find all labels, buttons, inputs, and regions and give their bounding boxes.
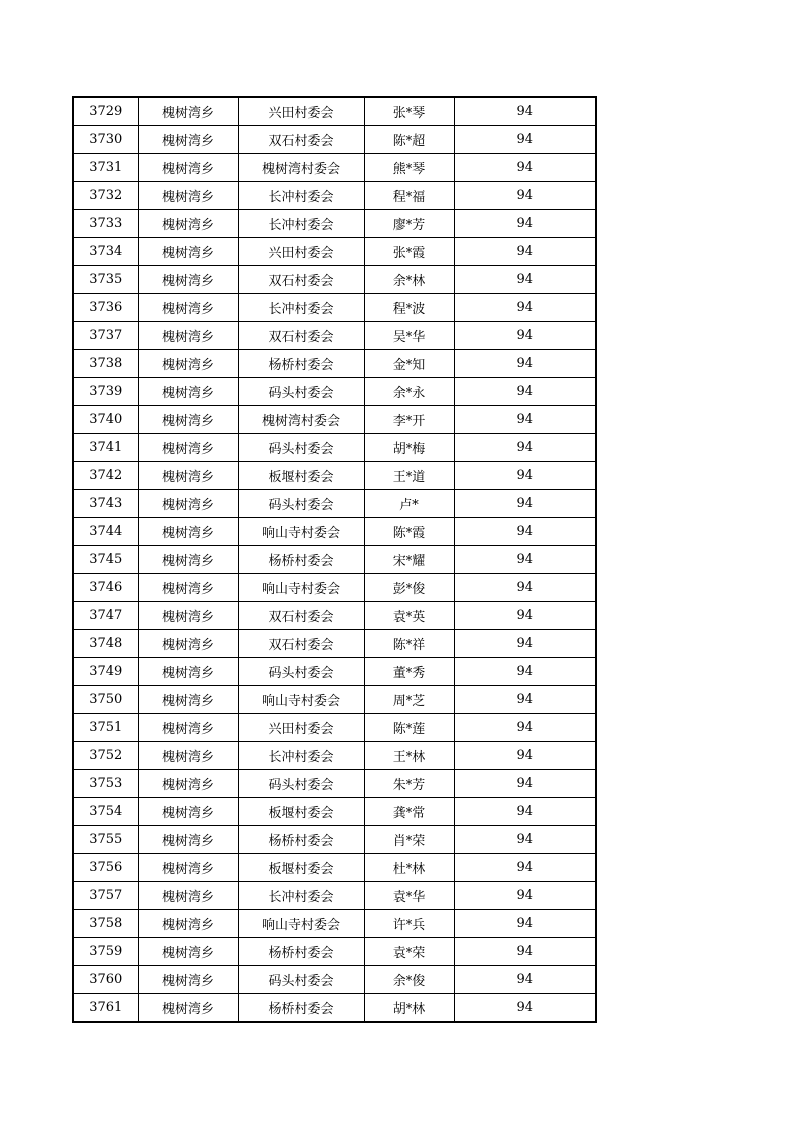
person-name-cell: 宋*耀	[364, 546, 454, 574]
township-cell: 槐树湾乡	[138, 854, 238, 882]
score-cell: 94	[454, 182, 596, 210]
row-number-cell: 3749	[73, 658, 138, 686]
village-committee-cell: 码头村委会	[238, 658, 364, 686]
person-name-cell: 周*芝	[364, 686, 454, 714]
row-number-cell: 3743	[73, 490, 138, 518]
township-cell: 槐树湾乡	[138, 798, 238, 826]
village-committee-cell: 响山寺村委会	[238, 574, 364, 602]
data-table	[72, 96, 597, 1023]
score-cell: 94	[454, 574, 596, 602]
table-row	[73, 350, 596, 378]
township-cell: 槐树湾乡	[138, 966, 238, 994]
row-number-cell: 3731	[73, 154, 138, 182]
township-cell: 槐树湾乡	[138, 350, 238, 378]
score-cell: 94	[454, 910, 596, 938]
village-committee-cell: 双石村委会	[238, 126, 364, 154]
row-number-cell: 3753	[73, 770, 138, 798]
row-number-cell: 3745	[73, 546, 138, 574]
score-cell: 94	[454, 294, 596, 322]
row-number-cell: 3739	[73, 378, 138, 406]
person-name-cell: 张*琴	[364, 97, 454, 126]
table-row	[73, 770, 596, 798]
village-committee-cell: 杨桥村委会	[238, 938, 364, 966]
score-cell: 94	[454, 658, 596, 686]
village-committee-cell: 槐树湾村委会	[238, 154, 364, 182]
township-cell: 槐树湾乡	[138, 490, 238, 518]
person-name-cell: 袁*荣	[364, 938, 454, 966]
person-name-cell: 余*俊	[364, 966, 454, 994]
person-name-cell: 王*林	[364, 742, 454, 770]
township-cell: 槐树湾乡	[138, 742, 238, 770]
person-name-cell: 卢*	[364, 490, 454, 518]
row-number-cell: 3730	[73, 126, 138, 154]
score-cell: 94	[454, 210, 596, 238]
score-cell: 94	[454, 378, 596, 406]
township-cell: 槐树湾乡	[138, 546, 238, 574]
township-cell: 槐树湾乡	[138, 126, 238, 154]
table-row	[73, 574, 596, 602]
table-row	[73, 238, 596, 266]
table-body	[73, 97, 596, 1022]
township-cell: 槐树湾乡	[138, 322, 238, 350]
person-name-cell: 陈*祥	[364, 630, 454, 658]
table-row	[73, 686, 596, 714]
row-number-cell: 3759	[73, 938, 138, 966]
person-name-cell: 张*霞	[364, 238, 454, 266]
table-row	[73, 854, 596, 882]
table-row	[73, 882, 596, 910]
score-cell: 94	[454, 966, 596, 994]
score-cell: 94	[454, 126, 596, 154]
row-number-cell: 3760	[73, 966, 138, 994]
table-row	[73, 182, 596, 210]
table-row	[73, 938, 596, 966]
village-committee-cell: 码头村委会	[238, 378, 364, 406]
person-name-cell: 胡*梅	[364, 434, 454, 462]
row-number-cell: 3757	[73, 882, 138, 910]
score-cell: 94	[454, 97, 596, 126]
table-row	[73, 602, 596, 630]
township-cell: 槐树湾乡	[138, 630, 238, 658]
table-row	[73, 378, 596, 406]
row-number-cell: 3736	[73, 294, 138, 322]
village-committee-cell: 响山寺村委会	[238, 686, 364, 714]
score-cell: 94	[454, 882, 596, 910]
person-name-cell: 陈*霞	[364, 518, 454, 546]
person-name-cell: 彭*俊	[364, 574, 454, 602]
table-row	[73, 826, 596, 854]
score-cell: 94	[454, 938, 596, 966]
score-cell: 94	[454, 518, 596, 546]
village-committee-cell: 板堰村委会	[238, 462, 364, 490]
score-cell: 94	[454, 546, 596, 574]
village-committee-cell: 兴田村委会	[238, 238, 364, 266]
row-number-cell: 3755	[73, 826, 138, 854]
village-committee-cell: 长冲村委会	[238, 182, 364, 210]
table-row	[73, 154, 596, 182]
row-number-cell: 3750	[73, 686, 138, 714]
village-committee-cell: 杨桥村委会	[238, 994, 364, 1023]
table-row	[73, 434, 596, 462]
table-row	[73, 490, 596, 518]
row-number-cell: 3748	[73, 630, 138, 658]
person-name-cell: 陈*莲	[364, 714, 454, 742]
person-name-cell: 程*波	[364, 294, 454, 322]
person-name-cell: 程*福	[364, 182, 454, 210]
township-cell: 槐树湾乡	[138, 938, 238, 966]
row-number-cell: 3751	[73, 714, 138, 742]
village-committee-cell: 长冲村委会	[238, 210, 364, 238]
village-committee-cell: 双石村委会	[238, 266, 364, 294]
row-number-cell: 3744	[73, 518, 138, 546]
row-number-cell: 3747	[73, 602, 138, 630]
village-committee-cell: 双石村委会	[238, 322, 364, 350]
row-number-cell: 3729	[73, 97, 138, 126]
row-number-cell: 3742	[73, 462, 138, 490]
township-cell: 槐树湾乡	[138, 714, 238, 742]
score-cell: 94	[454, 854, 596, 882]
person-name-cell: 袁*英	[364, 602, 454, 630]
village-committee-cell: 杨桥村委会	[238, 546, 364, 574]
table-row	[73, 462, 596, 490]
score-cell: 94	[454, 630, 596, 658]
person-name-cell: 李*开	[364, 406, 454, 434]
person-name-cell: 陈*超	[364, 126, 454, 154]
township-cell: 槐树湾乡	[138, 686, 238, 714]
township-cell: 槐树湾乡	[138, 462, 238, 490]
township-cell: 槐树湾乡	[138, 602, 238, 630]
township-cell: 槐树湾乡	[138, 406, 238, 434]
table-row	[73, 630, 596, 658]
score-cell: 94	[454, 350, 596, 378]
person-name-cell: 熊*琴	[364, 154, 454, 182]
village-committee-cell: 兴田村委会	[238, 97, 364, 126]
score-cell: 94	[454, 798, 596, 826]
row-number-cell: 3735	[73, 266, 138, 294]
township-cell: 槐树湾乡	[138, 658, 238, 686]
row-number-cell: 3754	[73, 798, 138, 826]
score-cell: 94	[454, 406, 596, 434]
village-committee-cell: 双石村委会	[238, 602, 364, 630]
township-cell: 槐树湾乡	[138, 97, 238, 126]
table-row	[73, 210, 596, 238]
village-committee-cell: 响山寺村委会	[238, 910, 364, 938]
person-name-cell: 朱*芳	[364, 770, 454, 798]
village-committee-cell: 码头村委会	[238, 434, 364, 462]
village-committee-cell: 双石村委会	[238, 630, 364, 658]
table-row	[73, 658, 596, 686]
score-cell: 94	[454, 154, 596, 182]
township-cell: 槐树湾乡	[138, 910, 238, 938]
township-cell: 槐树湾乡	[138, 182, 238, 210]
person-name-cell: 肖*荣	[364, 826, 454, 854]
table-row	[73, 966, 596, 994]
row-number-cell: 3733	[73, 210, 138, 238]
table-row	[73, 910, 596, 938]
township-cell: 槐树湾乡	[138, 434, 238, 462]
person-name-cell: 吴*华	[364, 322, 454, 350]
person-name-cell: 余*永	[364, 378, 454, 406]
person-name-cell: 许*兵	[364, 910, 454, 938]
table-row	[73, 994, 596, 1023]
village-committee-cell: 兴田村委会	[238, 714, 364, 742]
score-cell: 94	[454, 322, 596, 350]
score-cell: 94	[454, 994, 596, 1023]
village-committee-cell: 长冲村委会	[238, 294, 364, 322]
village-committee-cell: 码头村委会	[238, 966, 364, 994]
table-row	[73, 518, 596, 546]
village-committee-cell: 杨桥村委会	[238, 826, 364, 854]
township-cell: 槐树湾乡	[138, 266, 238, 294]
table-row	[73, 546, 596, 574]
row-number-cell: 3738	[73, 350, 138, 378]
row-number-cell: 3761	[73, 994, 138, 1023]
person-name-cell: 王*道	[364, 462, 454, 490]
village-committee-cell: 板堰村委会	[238, 798, 364, 826]
table-row	[73, 126, 596, 154]
township-cell: 槐树湾乡	[138, 770, 238, 798]
person-name-cell: 金*知	[364, 350, 454, 378]
row-number-cell: 3746	[73, 574, 138, 602]
row-number-cell: 3732	[73, 182, 138, 210]
township-cell: 槐树湾乡	[138, 826, 238, 854]
score-cell: 94	[454, 602, 596, 630]
table-row	[73, 322, 596, 350]
score-cell: 94	[454, 490, 596, 518]
score-cell: 94	[454, 266, 596, 294]
village-committee-cell: 板堰村委会	[238, 854, 364, 882]
score-cell: 94	[454, 714, 596, 742]
person-name-cell: 余*林	[364, 266, 454, 294]
score-cell: 94	[454, 770, 596, 798]
table-row	[73, 97, 596, 126]
row-number-cell: 3756	[73, 854, 138, 882]
person-name-cell: 杜*林	[364, 854, 454, 882]
township-cell: 槐树湾乡	[138, 238, 238, 266]
village-committee-cell: 响山寺村委会	[238, 518, 364, 546]
score-cell: 94	[454, 826, 596, 854]
table-row	[73, 742, 596, 770]
table-row	[73, 714, 596, 742]
row-number-cell: 3740	[73, 406, 138, 434]
person-name-cell: 廖*芳	[364, 210, 454, 238]
village-committee-cell: 码头村委会	[238, 490, 364, 518]
township-cell: 槐树湾乡	[138, 994, 238, 1023]
row-number-cell: 3737	[73, 322, 138, 350]
village-committee-cell: 码头村委会	[238, 770, 364, 798]
row-number-cell: 3758	[73, 910, 138, 938]
township-cell: 槐树湾乡	[138, 882, 238, 910]
score-cell: 94	[454, 686, 596, 714]
person-name-cell: 胡*林	[364, 994, 454, 1023]
score-cell: 94	[454, 462, 596, 490]
village-committee-cell: 杨桥村委会	[238, 350, 364, 378]
village-committee-cell: 长冲村委会	[238, 882, 364, 910]
score-cell: 94	[454, 434, 596, 462]
table-row	[73, 798, 596, 826]
township-cell: 槐树湾乡	[138, 294, 238, 322]
row-number-cell: 3741	[73, 434, 138, 462]
township-cell: 槐树湾乡	[138, 154, 238, 182]
score-cell: 94	[454, 238, 596, 266]
village-committee-cell: 长冲村委会	[238, 742, 364, 770]
score-cell: 94	[454, 742, 596, 770]
row-number-cell: 3734	[73, 238, 138, 266]
township-cell: 槐树湾乡	[138, 210, 238, 238]
person-name-cell: 董*秀	[364, 658, 454, 686]
township-cell: 槐树湾乡	[138, 518, 238, 546]
row-number-cell: 3752	[73, 742, 138, 770]
person-name-cell: 袁*华	[364, 882, 454, 910]
table-row	[73, 294, 596, 322]
table-row	[73, 266, 596, 294]
table-row	[73, 406, 596, 434]
person-name-cell: 龚*常	[364, 798, 454, 826]
village-committee-cell: 槐树湾村委会	[238, 406, 364, 434]
township-cell: 槐树湾乡	[138, 378, 238, 406]
township-cell: 槐树湾乡	[138, 574, 238, 602]
